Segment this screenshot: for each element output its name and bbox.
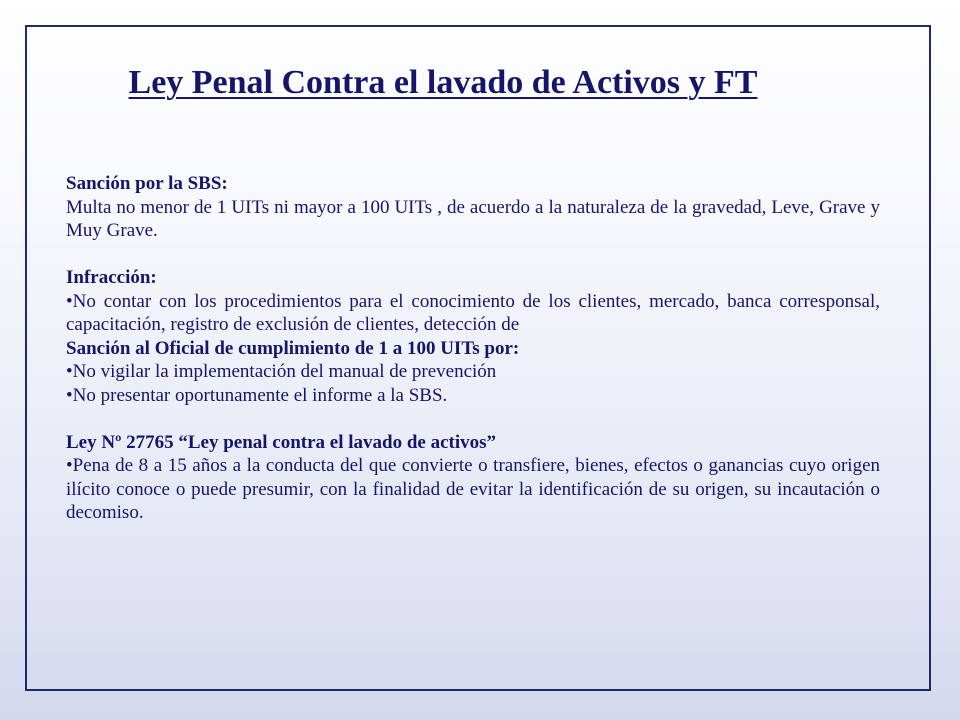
ley-heading: Ley Nº 27765 “Ley penal contra el lavado de activos” [66, 431, 497, 453]
ley-bullet: •Pena de 8 a 15 años a la conducta del que convierte o transfiere, bienes, efectos o ganancias cuyo origen ilícito conoce o puede presumir, con la finalidad de evitar la identificación de su origen, su incautación o decomiso. [66, 455, 880, 523]
infraccion-heading: Infracción: [66, 267, 157, 288]
infraccion-bullet: •No contar con los procedimientos para el conocimiento de los clientes, mercado, banca corresponsal, capacitación, registro de exclusión de clientes, detección de [66, 290, 880, 335]
slide-title [0, 64, 960, 102]
spacer [66, 407, 880, 431]
slide-body [66, 172, 880, 525]
sbs-text: Multa no menor de 1 UITs ni mayor a 100 UITs , de acuerdo a la naturaleza de la gravedad, Leve, Grave y Muy Grave. [66, 196, 880, 241]
oficial-heading: Sanción al Oficial de cumplimiento de 1 a 100 UITs por: [66, 337, 520, 359]
spacer [66, 243, 880, 267]
oficial-bullet-1: •No vigilar la implementación del manual de prevención [66, 361, 497, 382]
slide-title-text: Ley Penal Contra el lavado de Activos y FT [128, 64, 758, 101]
oficial-bullet-2: •No presentar oportunamente el informe a la SBS. [66, 384, 448, 406]
sbs-heading: Sanción por la SBS: [66, 173, 228, 194]
